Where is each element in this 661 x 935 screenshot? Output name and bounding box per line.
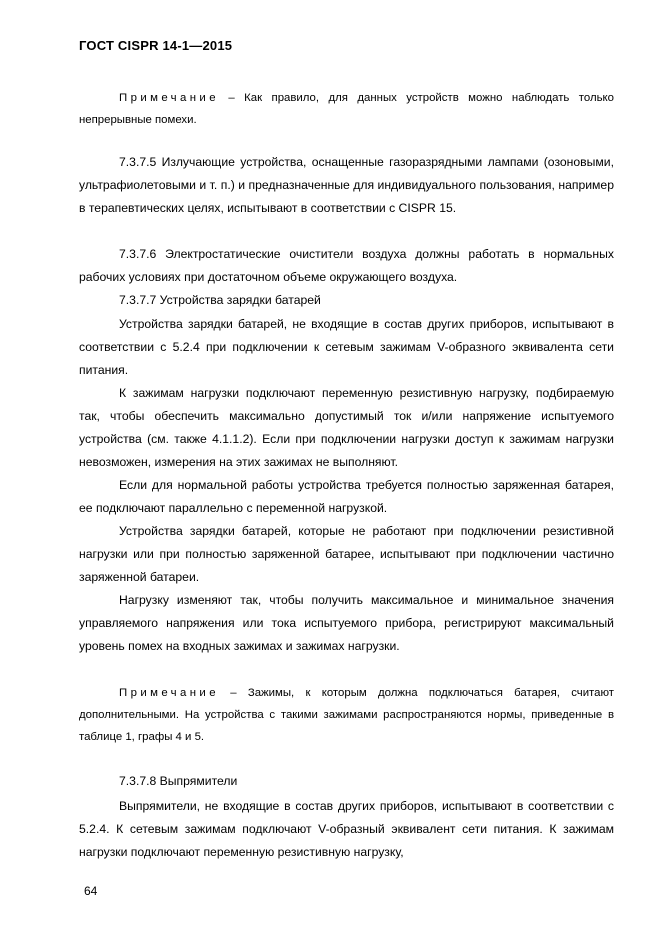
paragraph-chargers-5: Нагрузку изменяют так, чтобы получить максимальное и минимальное значения управляемого напряжения или тока испытуемого прибора, регистрируют максимальный уровень помех на входных зажимах и зажимах нагрузки.: [79, 593, 614, 653]
note-1: [79, 87, 614, 131]
note-2-label: Примечание: [119, 687, 219, 699]
note-1-label: Примечание: [119, 92, 219, 104]
paragraph-chargers-4: Устройства зарядки батарей, которые не работают при подключении резистивной нагрузки или при полностью заряженной батарее, испытывают при подключении частично заряженной батареи.: [79, 524, 614, 584]
note-2: [79, 682, 614, 748]
paragraph-chargers-3: Если для нормальной работы устройства требуется полностью заряженная батарея, ее подключают параллельно с переменной нагрузкой.: [79, 478, 614, 515]
page-number: 64: [84, 884, 98, 898]
page-header: ГОСТ CISPR 14-1—2015: [79, 38, 233, 53]
paragraph-chargers-1: Устройства зарядки батарей, не входящие в состав других приборов, испытывают в соответствии с 5.2.4 при подключении к сетевым зажимам V-образного эквивалента сети питания.: [79, 317, 614, 377]
paragraph-7-3-7-6: 7.3.7.6 Электростатические очистители воздуха должны работать в нормальных рабочих условиях при достаточном объеме окружающего воздуха.: [79, 247, 614, 284]
note-1-text: – Как правило, для данных устройств можно наблюдать только непрерывные помехи.: [79, 92, 614, 126]
note-2-text: – Зажимы, к которым должна подключаться батарея, считают дополнительными. На устройства с такими зажимами распространяются нормы, приведенные в таблице 1, графы 4 и 5.: [79, 687, 614, 743]
section-title-7-3-7-7: 7.3.7.7 Устройства зарядки батарей: [119, 293, 321, 307]
paragraph-chargers-2: К зажимам нагрузки подключают переменную резистивную нагрузку, подбираемую так, чтобы обеспечить максимально допустимый ток и/или напряжение испытуемого устройства (см. также 4.1.1.2). Если при подключении нагрузки доступ к зажимам нагрузки невозможен, измерения на этих зажимах не выполняют.: [79, 386, 614, 469]
paragraph-rectifiers: Выпрямители, не входящие в состав других приборов, испытывают в соответствии с 5.2.4. К сетевым зажимам подключают V-образный эквивалент сети питания. К зажимам нагрузки подключают переменную резистивную нагрузку,: [79, 799, 614, 859]
paragraph-7-3-7-5: 7.3.7.5 Излучающие устройства, оснащенные газоразрядными лампами (озоновыми, ультрафиолетовыми и т. п.) и предназначенные для индивидуального пользования, например в терапевтических целях, испытывают в соответствии с CISPR 15.: [79, 155, 614, 215]
section-title-7-3-7-8: 7.3.7.8 Выпрямители: [119, 774, 238, 788]
